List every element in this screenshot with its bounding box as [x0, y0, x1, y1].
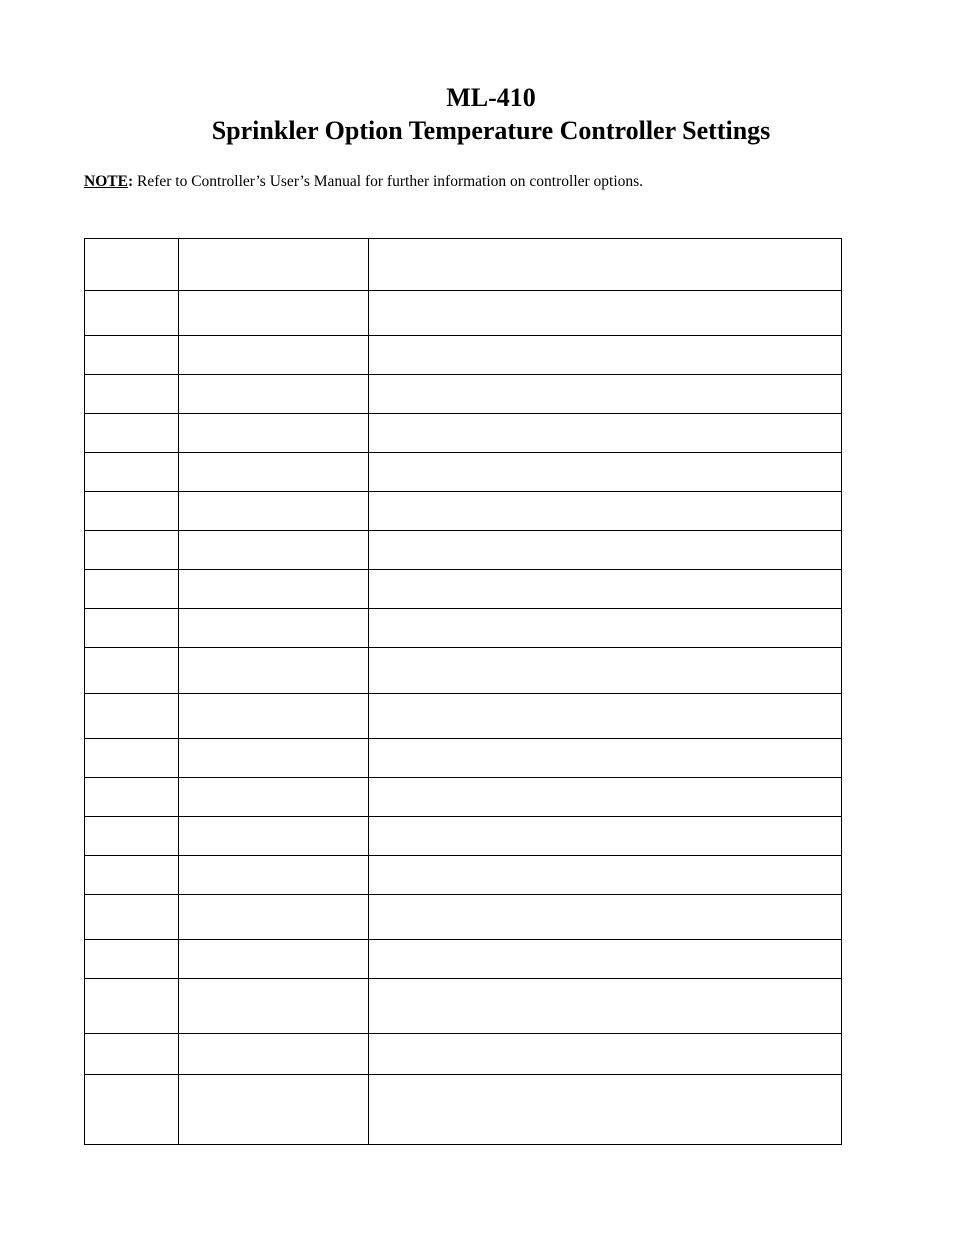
table-cell: [179, 739, 369, 778]
table-row: [85, 694, 842, 739]
table-cell: [179, 336, 369, 375]
table-cell: [369, 817, 842, 856]
table-row: [85, 531, 842, 570]
table-cell: [369, 1034, 842, 1075]
table-cell: [179, 895, 369, 940]
table-row: [85, 739, 842, 778]
note-label: NOTE: [84, 173, 128, 190]
table-cell: [369, 940, 842, 979]
table-cell: [369, 856, 842, 895]
table-cell: [179, 856, 369, 895]
table-cell: [85, 414, 179, 453]
note-text: Refer to Controller’s User’s Manual for further information on controller options.: [133, 173, 644, 190]
table-row: [85, 895, 842, 940]
table-cell: [369, 778, 842, 817]
table-row: [85, 609, 842, 648]
document-subtitle: Sprinkler Option Temperature Controller Settings: [211, 116, 771, 145]
table-cell: [85, 739, 179, 778]
table-cell: [179, 979, 369, 1034]
table-cell: [85, 609, 179, 648]
table-cell: [85, 453, 179, 492]
table-cell: [369, 531, 842, 570]
table-cell: [85, 694, 179, 739]
table-cell: [85, 492, 179, 531]
settings-table: [84, 238, 842, 1145]
table-cell: [369, 694, 842, 739]
note-colon: :: [127, 173, 134, 190]
table-cell: [369, 739, 842, 778]
table-cell: [85, 895, 179, 940]
table-cell: [179, 817, 369, 856]
table-cell: [369, 414, 842, 453]
table-cell: [369, 239, 842, 291]
table-cell: [369, 609, 842, 648]
table-cell: [369, 291, 842, 336]
table-row: [85, 778, 842, 817]
table-cell: [179, 291, 369, 336]
document-title: ML-410: [446, 83, 536, 112]
table-cell: [369, 375, 842, 414]
table-row: [85, 336, 842, 375]
table-cell: [179, 531, 369, 570]
table-cell: [85, 940, 179, 979]
table-cell: [369, 979, 842, 1034]
table-row: [85, 856, 842, 895]
table-cell: [179, 694, 369, 739]
table-cell: [369, 453, 842, 492]
table-cell: [369, 895, 842, 940]
table-row: [85, 291, 842, 336]
table-cell: [179, 414, 369, 453]
table-row: [85, 375, 842, 414]
table-cell: [179, 239, 369, 291]
table-row: [85, 817, 842, 856]
note-paragraph: [84, 172, 643, 192]
table-cell: [369, 492, 842, 531]
table-row: [85, 979, 842, 1034]
table-cell: [179, 648, 369, 694]
settings-table-body: [85, 239, 842, 1145]
table-cell: [179, 778, 369, 817]
table-row: [85, 492, 842, 531]
table-cell: [369, 648, 842, 694]
table-cell: [85, 531, 179, 570]
table-cell: [85, 570, 179, 609]
table-cell: [369, 336, 842, 375]
table-row: [85, 414, 842, 453]
table-row: [85, 648, 842, 694]
table-row: [85, 1034, 842, 1075]
table-cell: [85, 1075, 179, 1145]
table-cell: [179, 492, 369, 531]
table-cell: [179, 940, 369, 979]
table-row: [85, 453, 842, 492]
table-cell: [85, 239, 179, 291]
table-cell: [179, 453, 369, 492]
table-cell: [85, 979, 179, 1034]
table-cell: [179, 570, 369, 609]
table-cell: [179, 375, 369, 414]
table-cell: [85, 375, 179, 414]
table-cell: [369, 570, 842, 609]
table-row: [85, 239, 842, 291]
table-cell: [85, 778, 179, 817]
table-cell: [85, 817, 179, 856]
table-row: [85, 940, 842, 979]
table-cell: [85, 291, 179, 336]
table-cell: [85, 856, 179, 895]
table-row: [85, 570, 842, 609]
table-row: [85, 1075, 842, 1145]
table-cell: [179, 1075, 369, 1145]
table-cell: [85, 1034, 179, 1075]
table-cell: [179, 609, 369, 648]
table-cell: [85, 648, 179, 694]
table-cell: [85, 336, 179, 375]
table-cell: [369, 1075, 842, 1145]
table-cell: [179, 1034, 369, 1075]
